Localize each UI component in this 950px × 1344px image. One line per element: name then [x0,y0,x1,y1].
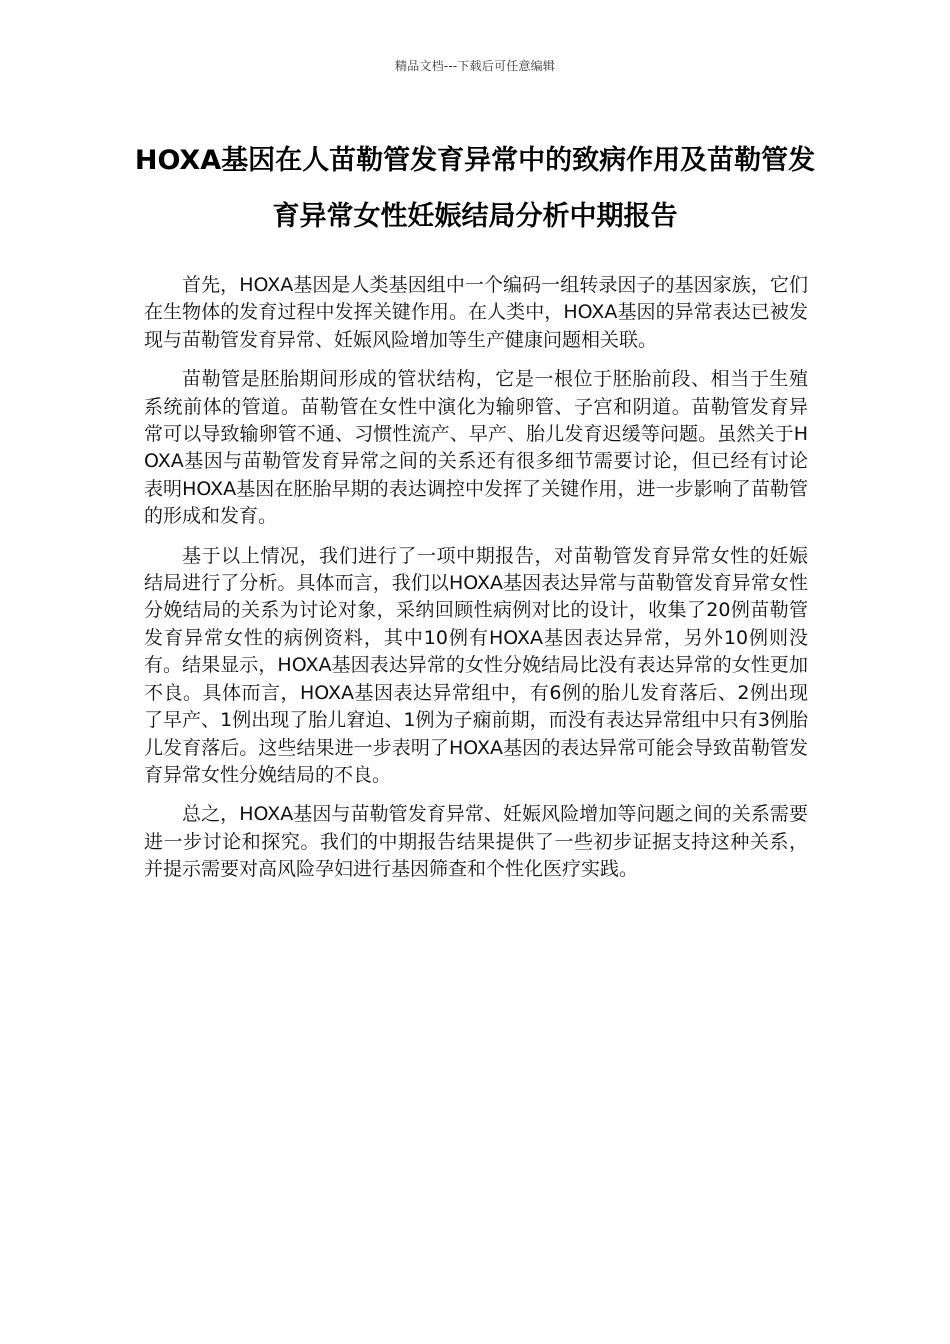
paragraph-3: 基于以上情况，我们进行了一项中期报告，对苗勒管发育异常女性的妊娠结局进行了分析。具体而言，我们以HOXA基因表达异常与苗勒管发育异常女性分娩结局的关系为讨论对象，采纳回顾性病例对比的设计，收集了20例苗勒管发育异常女性的病例资料，其中10例有HOXA基因表达异常，另外10例则没有。结果显示，HOXA基因表达异常的女性分娩结局比没有表达异常的女性更加不良。具体而言，HOXA基因表达异常组中，有6例的胎儿发育落后、2例出现了早产、1例出现了胎儿窘迫、1例为子痫前期，而没有表达异常组中只有3例胎儿发育落后。这些结果进一步表明了HOXA基因的表达异常可能会导致苗勒管发育异常女性分娩结局的不良。 [144,544,808,786]
paragraph-1: 首先，HOXA基因是人类基因组中一个编码一组转录因子的基因家族，它们在生物体的发育过程中发挥关键作用。在人类中，HOXA基因的异常表达已被发现与苗勒管发育异常、妊娠风险增加等生产健康问题相关联。 [144,274,808,351]
document-body [144,272,808,896]
paragraph-4: 总之，HOXA基因与苗勒管发育异常、妊娠风险增加等问题之间的关系需要进一步讨论和探究。我们的中期报告结果提供了一些初步证据支持这种关系，并提示需要对高风险孕妇进行基因筛查和个性化医疗实践。 [144,803,808,881]
header-note: 精品文档---下载后可任意编辑 [395,59,555,73]
document-title: HOXA基因在人苗勒管发育异常中的致病作用及苗勒管发育异常女性妊娠结局分析中期报告 [134,145,816,232]
paragraph-2: 苗勒管是胚胎期间形成的管状结构，它是一根位于胚胎前段、相当于生殖系统前体的管道。苗勒管在女性中演化为输卵管、子宫和阴道。苗勒管发育异常可以导致输卵管不通、习惯性流产、早产、胎儿发育迟缓等问题。虽然关于HOXA基因与苗勒管发育异常之间的关系还有很多细节需要讨论，但已经有讨论表明HOXA基因在胚胎早期的表达调控中发挥了关键作用，进一步影响了苗勒管的形成和发育。 [144,368,808,528]
